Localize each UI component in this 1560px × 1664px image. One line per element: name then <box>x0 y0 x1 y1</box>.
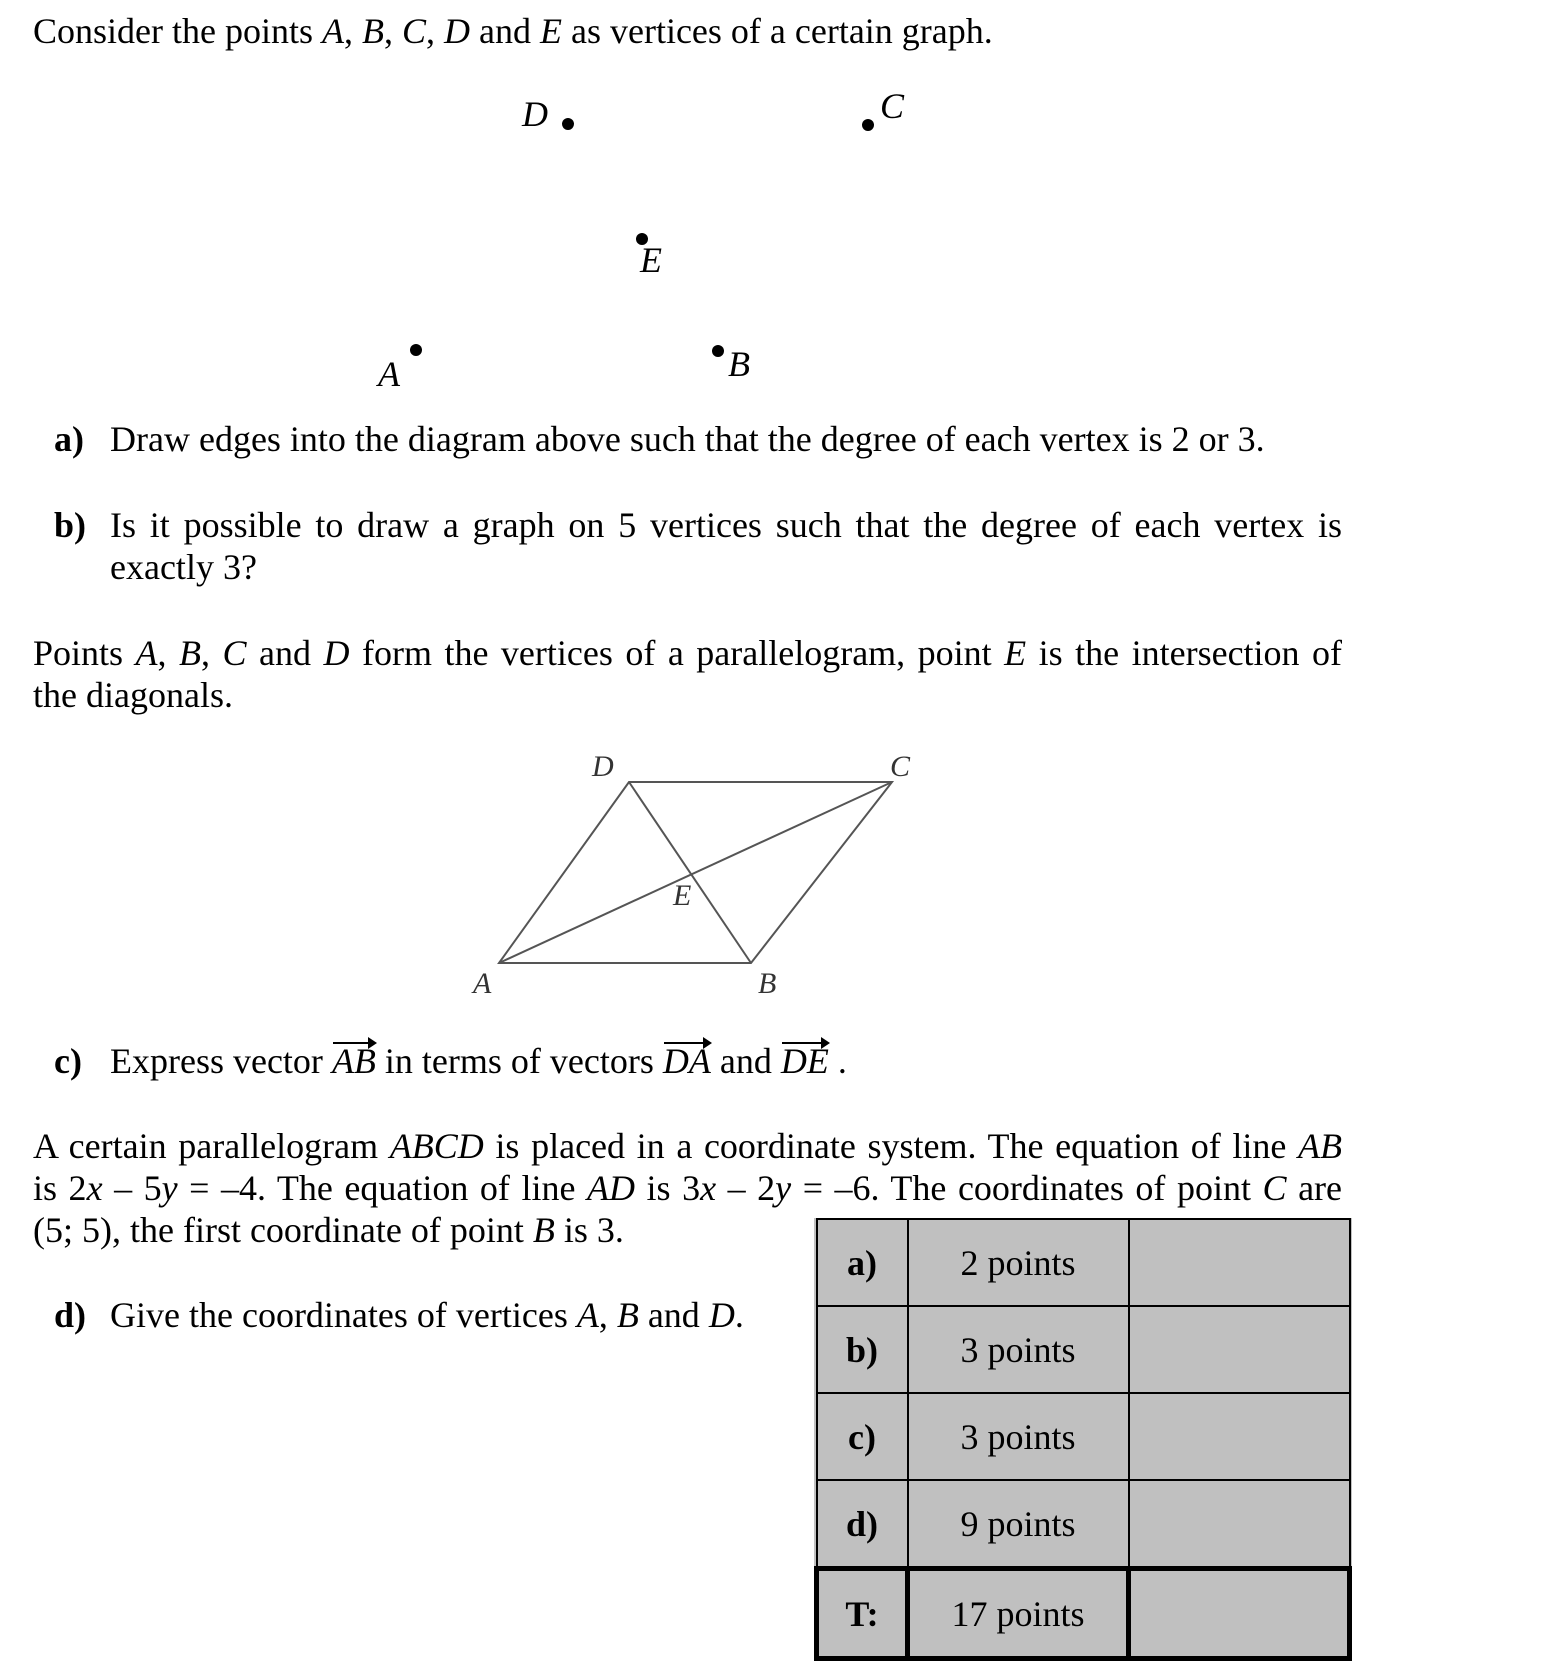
point-name: C <box>401 11 426 51</box>
point-name: D <box>323 633 350 673</box>
point-name: A <box>576 1295 599 1335</box>
diagonal-ac <box>499 782 892 963</box>
point-name: B <box>361 11 384 51</box>
question-d-pre: Give the coordinates of vertices <box>110 1295 577 1335</box>
intro2-text: Points <box>33 633 136 673</box>
question-c-and: and <box>710 1041 781 1081</box>
intro3-text: – 5 <box>102 1168 162 1208</box>
separator: , <box>598 1295 617 1335</box>
separator: , <box>426 11 444 51</box>
point-label-a: A <box>378 354 400 394</box>
question-a <box>54 418 84 460</box>
point-label-c: C <box>880 86 905 126</box>
separator: . <box>734 1295 744 1335</box>
math-name: B <box>532 1210 555 1250</box>
vector-ab: AB <box>331 1041 376 1081</box>
score-part: a) <box>817 1219 908 1306</box>
math-var: y <box>161 1168 178 1208</box>
question-label: d) <box>54 1295 87 1335</box>
point-dot-a <box>410 344 422 356</box>
math-name: C <box>1262 1168 1287 1208</box>
score-row-c <box>817 1393 1350 1480</box>
score-input-cell[interactable] <box>1129 1306 1350 1393</box>
score-total-label: T: <box>817 1569 908 1659</box>
math-name: AD <box>586 1168 635 1208</box>
score-total-points: 17 points <box>908 1569 1129 1659</box>
separator: , <box>383 11 402 51</box>
math-name: ABCD <box>389 1126 484 1166</box>
score-table <box>814 1218 1352 1661</box>
intro3-text: – 2 <box>716 1168 776 1208</box>
question-d-text <box>110 1294 744 1336</box>
intro-paragraph-2-line2: the diagonals. <box>33 675 233 715</box>
score-points: 3 points <box>908 1306 1129 1393</box>
math-name: AB <box>1298 1126 1342 1166</box>
question-b-line1: Is it possible to draw a graph on 5 vertices such that the degree of each vertex is <box>110 505 1342 545</box>
intro2-text: is the intersection of <box>1026 633 1343 673</box>
score-part: d) <box>817 1480 908 1569</box>
question-c-pre: Express vector <box>110 1041 332 1081</box>
point-label-d: D <box>522 94 548 134</box>
score-points: 9 points <box>908 1480 1129 1569</box>
math-var: x <box>86 1168 103 1208</box>
score-points: 2 points <box>908 1219 1129 1306</box>
vertex-label-d: D <box>592 750 614 783</box>
intro3-text: is 3. <box>554 1210 624 1250</box>
vector-de: DE <box>780 1041 829 1081</box>
question-b-line2: exactly 3? <box>110 547 257 587</box>
separator: and <box>470 11 540 51</box>
score-points: 3 points <box>908 1393 1129 1480</box>
point-dot-c <box>862 119 874 131</box>
point-name: E <box>539 11 562 51</box>
intro-paragraph-3-line1 <box>33 1125 1342 1167</box>
vertex-label-b: B <box>758 967 777 1000</box>
point-dot-d <box>562 118 574 130</box>
point-dot-b <box>712 345 724 357</box>
vertex-label-e: E <box>673 879 692 912</box>
question-c-mid: in terms of vectors <box>375 1041 663 1081</box>
score-row-total <box>817 1569 1350 1659</box>
score-part: c) <box>817 1393 908 1480</box>
intro3-text: is 3 <box>634 1168 701 1208</box>
score-input-cell[interactable] <box>1129 1219 1350 1306</box>
intro3-text: are <box>1286 1168 1343 1208</box>
math-var: y <box>775 1168 792 1208</box>
question-a-text: Draw edges into the diagram above such that the degree of each vertex is 2 or 3. <box>110 419 1265 459</box>
point-name: D <box>708 1295 735 1335</box>
separator: , <box>157 633 180 673</box>
intro1-text-end: as vertices of a certain graph. <box>561 11 993 51</box>
point-name: D <box>444 11 470 51</box>
question-label: c) <box>54 1041 82 1081</box>
intro-paragraph-2 <box>33 632 1342 674</box>
intro3-text: is 2 <box>33 1168 87 1208</box>
score-row-a <box>817 1219 1350 1306</box>
separator: , <box>201 633 223 673</box>
separator: and <box>246 633 324 673</box>
intro-paragraph-3-line3 <box>33 1209 624 1251</box>
intro1-text: Consider the points <box>33 11 322 51</box>
intro3-text: is placed in a coordinate system. The equation of line <box>483 1126 1299 1166</box>
vertex-label-a: A <box>473 967 492 1000</box>
separator: , <box>343 11 362 51</box>
diagonal-db <box>629 782 751 963</box>
point-label-e: E <box>640 240 662 280</box>
intro-paragraph-1 <box>33 10 993 52</box>
point-name: E <box>1004 633 1027 673</box>
intro3-text: = –6. The coordinates of point <box>791 1168 1263 1208</box>
point-name: A <box>321 11 344 51</box>
parallelogram-figure <box>440 740 960 1010</box>
question-d <box>54 1294 86 1336</box>
vertex-label-c: C <box>890 750 911 783</box>
score-input-cell[interactable] <box>1129 1393 1350 1480</box>
point-name: C <box>222 633 247 673</box>
intro3-text: (5; 5), the first coordinate of point <box>33 1210 533 1250</box>
vector-da: DA <box>662 1041 711 1081</box>
question-c-text <box>110 1040 847 1082</box>
question-b <box>54 504 86 546</box>
intro3-text: = –4. The equation of line <box>177 1168 587 1208</box>
point-name: A <box>135 633 158 673</box>
point-label-b: B <box>728 344 750 384</box>
score-part: b) <box>817 1306 908 1393</box>
question-c-post: . <box>828 1041 847 1081</box>
score-input-cell[interactable] <box>1129 1480 1350 1569</box>
math-var: x <box>700 1168 717 1208</box>
question-c <box>54 1040 82 1082</box>
score-row-d <box>817 1480 1350 1569</box>
separator: and <box>638 1295 709 1335</box>
question-label: a) <box>54 419 84 459</box>
intro-paragraph-3-line2 <box>33 1167 1342 1209</box>
question-label: b) <box>54 505 87 545</box>
score-row-b <box>817 1306 1350 1393</box>
point-name: B <box>616 1295 639 1335</box>
score-total-input-cell[interactable] <box>1129 1569 1350 1659</box>
intro2-text: form the vertices of a parallelogram, point <box>349 633 1005 673</box>
intro3-text: A certain parallelogram <box>33 1126 390 1166</box>
point-name: B <box>179 633 202 673</box>
